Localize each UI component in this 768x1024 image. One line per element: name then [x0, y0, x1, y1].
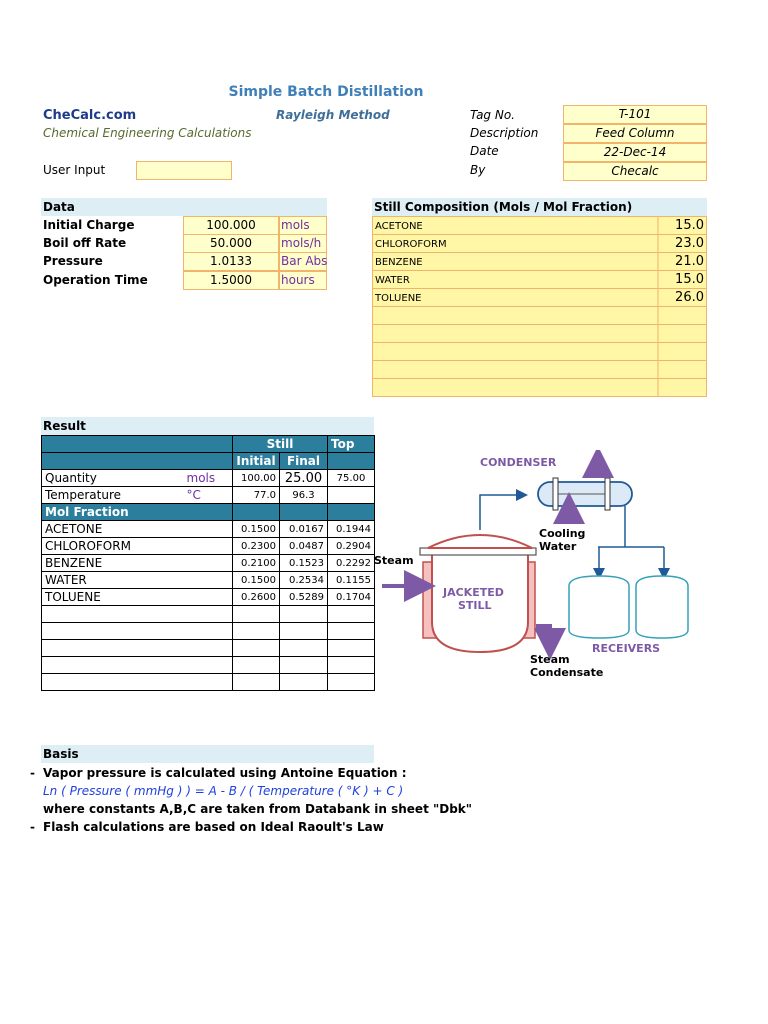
fraction-final: 0.0487: [280, 538, 328, 555]
component-name: ACETONE: [42, 521, 233, 538]
composition-name: ACETONE: [375, 221, 423, 232]
fraction-initial: 0.1500: [233, 572, 280, 589]
still-label: STILL: [458, 599, 492, 612]
composition-value[interactable]: 15.0: [675, 272, 704, 287]
final-header: Final: [280, 453, 328, 470]
component-name: CHLOROFORM: [42, 538, 233, 555]
initial-charge-unit: mols: [281, 218, 310, 232]
user-input-label: User Input: [43, 163, 106, 177]
boil-off-rate-input[interactable]: 50.000: [183, 234, 279, 253]
still-flange: [420, 548, 536, 555]
jacketed-label: JACKETED: [443, 586, 504, 599]
by-label: By: [470, 163, 486, 177]
pressure-unit: Bar Abs: [281, 254, 328, 268]
brand-name: CheCalc.com: [43, 108, 137, 123]
date-input[interactable]: 22-Dec-14: [563, 143, 707, 162]
receivers-label: RECEIVERS: [592, 642, 661, 655]
composition-name: BENZENE: [375, 257, 423, 268]
basis-bullet: -: [30, 820, 35, 834]
fraction-initial: 0.2600: [233, 589, 280, 606]
quantity-top: 75.00: [328, 470, 375, 487]
fraction-initial: 0.2100: [233, 555, 280, 572]
fraction-final: 0.2534: [280, 572, 328, 589]
user-input-legend-cell: [136, 161, 232, 180]
boil-off-rate-label: Boil off Rate: [43, 236, 127, 250]
result-header-bar: [41, 417, 374, 435]
basis-line-3: Flash calculations are based on Ideal Raoult's Law: [43, 820, 384, 834]
empty-row: [42, 640, 375, 657]
fraction-top: 0.1704: [328, 589, 375, 606]
fraction-top: 0.2904: [328, 538, 375, 555]
basis-header-bar: [41, 745, 374, 763]
composition-name: TOLUENE: [375, 293, 422, 304]
empty-row: [42, 657, 375, 674]
basis-line-1: Vapor pressure is calculated using Antoine Equation :: [43, 766, 407, 780]
subtitle: Chemical Engineering Calculations: [43, 126, 252, 140]
tag-no-input[interactable]: T-101: [563, 105, 707, 124]
condenser-label: CONDENSER: [480, 456, 557, 469]
vapor-line: [480, 495, 522, 530]
temperature-initial: 77.0: [233, 487, 280, 504]
temperature-label: Temperature: [42, 487, 184, 504]
top-header: Top: [328, 436, 375, 453]
method-name: Rayleigh Method: [276, 108, 390, 122]
composition-value[interactable]: 15.0: [675, 218, 704, 233]
component-name: WATER: [42, 572, 233, 589]
cooling-label: Cooling: [539, 527, 586, 540]
operation-time-input[interactable]: 1.5000: [183, 271, 279, 290]
operation-time-label: Operation Time: [43, 273, 148, 287]
basis-bullet: -: [30, 766, 35, 780]
initial-charge-input[interactable]: 100.000: [183, 216, 279, 235]
page-title: Simple Batch Distillation: [228, 84, 424, 100]
pressure-input[interactable]: 1.0133: [183, 252, 279, 271]
fraction-top: 0.1155: [328, 572, 375, 589]
composition-value[interactable]: 23.0: [675, 236, 704, 251]
mol-fraction-header: Mol Fraction: [42, 504, 233, 521]
water-label: Water: [539, 540, 577, 553]
condensate-outlet-arrow: [536, 626, 550, 644]
fraction-final: 0.1523: [280, 555, 328, 572]
description-input[interactable]: Feed Column: [563, 124, 707, 143]
tag-no-label: Tag No.: [470, 108, 515, 122]
quantity-unit: mols: [184, 470, 233, 487]
empty-row: [42, 674, 375, 691]
initial-header: Initial: [233, 453, 280, 470]
quantity-initial: 100.00: [233, 470, 280, 487]
temperature-final: 96.3: [280, 487, 328, 504]
temperature-unit: °C: [184, 487, 233, 504]
pressure-label: Pressure: [43, 254, 103, 268]
fraction-initial: 0.2300: [233, 538, 280, 555]
basis-heading: Basis: [43, 747, 79, 761]
result-table: [41, 435, 375, 691]
temperature-top: [328, 487, 375, 504]
operation-time-unit: hours: [281, 273, 315, 287]
fraction-final: 0.0167: [280, 521, 328, 538]
fraction-top: 0.2292: [328, 555, 375, 572]
steam-label: Steam: [374, 554, 414, 567]
steam-condensate-label-1: Steam: [530, 653, 570, 666]
data-heading: Data: [43, 200, 75, 214]
still-header: Still: [233, 436, 328, 453]
composition-name: WATER: [375, 275, 410, 286]
composition-value[interactable]: 26.0: [675, 290, 704, 305]
fraction-initial: 0.1500: [233, 521, 280, 538]
quantity-label: Quantity: [42, 470, 184, 487]
fraction-final: 0.5289: [280, 589, 328, 606]
initial-charge-label: Initial Charge: [43, 218, 135, 232]
data-header-bar: [41, 198, 327, 216]
fraction-top: 0.1944: [328, 521, 375, 538]
component-name: BENZENE: [42, 555, 233, 572]
steam-condensate-label-2: Condensate: [530, 666, 604, 679]
date-label: Date: [470, 144, 499, 158]
antoine-equation: Ln ( Pressure ( mmHg ) ) = A - B / ( Temperature ( °K ) + C ): [43, 784, 404, 798]
composition-heading: Still Composition (Mols / Mol Fraction): [374, 200, 633, 214]
still-dome: [428, 535, 532, 548]
composition-value[interactable]: 21.0: [675, 254, 704, 269]
receiver-2: [636, 576, 688, 638]
boil-off-rate-unit: mols/h: [281, 236, 322, 250]
basis-line-2: where constants A,B,C are taken from Databank in sheet "Dbk": [43, 802, 473, 816]
empty-row: [42, 606, 375, 623]
description-label: Description: [470, 126, 539, 140]
receiver-1: [569, 576, 629, 638]
composition-name: CHLOROFORM: [375, 239, 447, 250]
quantity-final: 25.00: [280, 470, 328, 487]
component-name: TOLUENE: [42, 589, 233, 606]
result-heading: Result: [43, 419, 86, 433]
by-input[interactable]: Checalc: [563, 162, 707, 181]
empty-row: [42, 623, 375, 640]
